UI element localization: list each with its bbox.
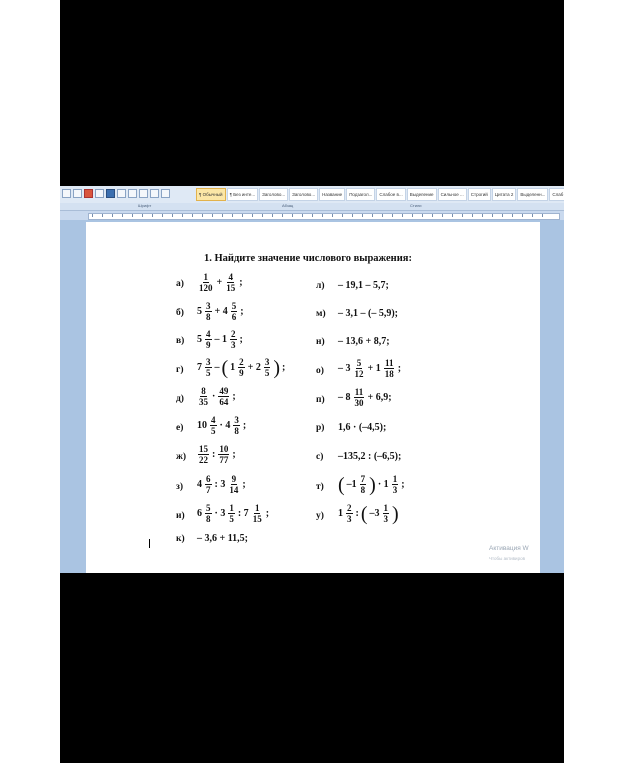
terminator: ;	[282, 362, 286, 373]
fraction	[233, 415, 240, 436]
expression-l: – 19,1 – 5,7;	[338, 280, 389, 291]
align-center-icon[interactable]	[106, 189, 115, 198]
expression-v	[197, 329, 243, 350]
item-label-r: р)	[316, 423, 325, 433]
fraction	[354, 358, 365, 379]
styles-gallery	[196, 188, 564, 201]
numerator: 3	[234, 415, 239, 425]
item-label-g: г)	[176, 365, 184, 375]
ruler-tick	[352, 214, 353, 217]
whole-part: 5	[197, 306, 202, 317]
ruler-tick	[442, 214, 443, 217]
ruler-tick	[312, 214, 313, 217]
operator: : 7	[237, 508, 249, 519]
expression-p	[338, 387, 392, 408]
whole-part: 6	[197, 508, 202, 519]
item-label-t: т)	[316, 482, 324, 492]
expression-s: –135,2 : (–6,5);	[338, 451, 402, 462]
shading-icon[interactable]	[150, 189, 159, 198]
fraction	[383, 503, 390, 524]
whole-part: –3	[369, 508, 380, 519]
ruler-tick	[342, 214, 343, 217]
fraction	[228, 503, 235, 524]
denominator: 7	[206, 485, 211, 495]
group-font-label: Шрифт	[138, 203, 152, 208]
terminator: ;	[265, 508, 270, 519]
expression-z	[197, 474, 246, 495]
item-label-p: п)	[316, 395, 325, 405]
item-label-zh: ж)	[176, 452, 187, 462]
style-normal[interactable]: ¶ Обычный	[196, 188, 226, 201]
whole-part: – 3	[338, 363, 351, 374]
numerator: 2	[347, 503, 352, 513]
ruler-tick	[202, 214, 203, 217]
ruler-tick	[242, 214, 243, 217]
whole-part: 1	[230, 362, 236, 373]
ruler-tick	[422, 214, 423, 217]
numerator: 5	[356, 358, 362, 368]
align-right-icon[interactable]	[117, 189, 126, 198]
numerator: 1	[392, 474, 398, 484]
terminator: ;	[239, 334, 243, 345]
expression-r: 1,6 · (–4,5);	[338, 422, 387, 433]
operator: + 4	[214, 306, 228, 317]
fraction	[205, 503, 212, 524]
whole-part: – 8	[338, 392, 351, 403]
ruler-tick	[482, 214, 483, 217]
style-subtle-reference[interactable]: Слаб	[549, 188, 564, 201]
ruler-tick	[222, 214, 223, 217]
item-label-d: д)	[176, 394, 184, 404]
denominator: 8	[234, 426, 239, 436]
open-paren: (	[221, 356, 229, 379]
terminator: ;	[232, 391, 236, 402]
denominator: 3	[347, 514, 352, 524]
ruler-tick	[432, 214, 433, 217]
terminator: ;	[232, 449, 236, 460]
denominator: 30	[354, 398, 364, 408]
ruler-tick	[192, 214, 193, 217]
numerator: 3	[206, 301, 211, 311]
operator: · 1	[377, 479, 389, 490]
expression-n: – 13,6 + 8,7;	[338, 336, 390, 347]
ruler-tick	[142, 214, 143, 217]
ruler-tick	[502, 214, 503, 217]
operator: + 1	[367, 363, 381, 374]
operator: · 4	[219, 420, 231, 431]
denominator: 120	[199, 283, 213, 293]
ruler-tick	[532, 214, 533, 217]
denominator: 15	[226, 283, 236, 293]
bullet-list-icon[interactable]	[62, 189, 71, 198]
windows-activation-subtext: Чтобы активиров	[489, 556, 525, 561]
operator: + 2	[247, 362, 261, 373]
ruler-tick	[162, 214, 163, 217]
ruler-tick	[512, 214, 513, 217]
style-subtitle[interactable]: Подзагол...	[346, 188, 375, 201]
ruler-tick	[462, 214, 463, 217]
fraction	[205, 474, 212, 495]
numerator: 1	[383, 503, 389, 513]
denominator: 15	[252, 514, 262, 524]
ruler-tick	[542, 214, 543, 217]
denominator: 3	[231, 340, 236, 350]
expression-i	[197, 503, 269, 524]
ribbon-toolbar	[60, 186, 564, 204]
fraction	[218, 386, 229, 407]
style-no-spacing[interactable]: ¶ Без инте...	[227, 188, 259, 201]
fraction	[198, 444, 209, 465]
denominator: 18	[384, 369, 394, 379]
font-color-icon[interactable]	[84, 189, 93, 198]
ribbon-group-labels	[60, 203, 564, 211]
ruler-tick	[392, 214, 393, 217]
expression-b	[197, 301, 244, 322]
ruler-tick	[282, 214, 283, 217]
numerator: 5	[206, 503, 211, 513]
text-cursor	[149, 539, 150, 548]
style-title[interactable]: Название	[319, 188, 345, 201]
ruler-tick	[212, 214, 213, 217]
numerator: 4	[206, 329, 211, 339]
denominator: 5	[211, 426, 216, 436]
windows-activation-watermark: Активация W	[489, 545, 529, 552]
numerator: 7	[360, 474, 366, 484]
denominator: 8	[360, 485, 366, 495]
expression-o	[338, 358, 401, 379]
operator: :	[212, 449, 216, 460]
align-left-icon[interactable]	[95, 189, 104, 198]
terminator: ;	[239, 277, 243, 288]
fraction	[228, 474, 239, 495]
numerator: 4	[211, 415, 216, 425]
ruler-tick	[102, 214, 103, 217]
ruler-tick	[492, 214, 493, 217]
ruler-tick	[132, 214, 133, 217]
numerator: 4	[228, 272, 233, 282]
terminator: ;	[242, 420, 247, 431]
item-label-i: и)	[176, 511, 185, 521]
close-paren: )	[369, 473, 376, 496]
style-subtle-emphasis[interactable]: Слабое в...	[376, 188, 405, 201]
operator: · 3	[214, 508, 226, 519]
numerator: 11	[384, 358, 394, 368]
expression-e	[197, 415, 246, 436]
denominator: 12	[354, 369, 364, 379]
numerator: 15	[199, 444, 208, 454]
item-label-b: б)	[176, 308, 184, 318]
close-paren: )	[392, 502, 399, 525]
horizontal-ruler[interactable]	[60, 211, 564, 220]
fraction	[384, 358, 395, 379]
fraction	[360, 474, 367, 495]
fraction	[205, 329, 212, 350]
expression-a	[197, 272, 243, 293]
denominator: 64	[219, 397, 229, 407]
item-label-m: м)	[316, 309, 326, 319]
numerator: 11	[354, 387, 364, 397]
ruler-tick	[322, 214, 323, 217]
whole-part: 10	[197, 420, 207, 431]
numerator: 1	[203, 272, 208, 282]
exercise-title: 1. Найдите значение числового выражения:	[204, 253, 412, 264]
fraction	[238, 357, 245, 378]
open-paren: (	[338, 473, 345, 496]
format-tools	[62, 189, 170, 198]
numerator: 9	[231, 474, 237, 484]
fraction	[354, 387, 365, 408]
item-label-k: к)	[176, 534, 185, 544]
expression-k: – 3,6 + 11,5;	[197, 533, 248, 544]
whole-part: –1	[346, 479, 357, 490]
denominator: 8	[206, 514, 211, 524]
denominator: 35	[199, 397, 208, 407]
ruler-tick	[272, 214, 273, 217]
ruler-tick	[332, 214, 333, 217]
ruler-tick	[122, 214, 123, 217]
item-label-s: с)	[316, 452, 324, 462]
item-label-u: у)	[316, 511, 324, 521]
ruler-tick	[252, 214, 253, 217]
operator: :	[355, 508, 359, 519]
fraction	[205, 357, 212, 378]
terminator: ;	[242, 479, 246, 490]
denominator: 14	[229, 485, 239, 495]
item-label-o: о)	[316, 366, 324, 376]
item-label-v: в)	[176, 336, 185, 346]
denominator: 5	[229, 514, 234, 524]
open-paren: (	[360, 502, 368, 525]
document-page[interactable]	[86, 222, 540, 573]
operator: + 6,9;	[367, 392, 392, 403]
style-intense-emphasis[interactable]: Сильное ...	[438, 188, 467, 201]
denominator: 8	[206, 312, 211, 322]
denominator: 9	[206, 340, 211, 350]
ruler-tick	[472, 214, 473, 217]
ruler-tick	[292, 214, 293, 217]
group-paragraph-label: Абзац	[282, 203, 294, 208]
numerator: 3	[206, 357, 211, 367]
style-intense-quote[interactable]: Выделенн...	[517, 188, 548, 201]
ruler-tick	[372, 214, 373, 217]
operator: – 1	[214, 334, 227, 345]
terminator: ;	[401, 479, 405, 490]
fraction	[230, 329, 237, 350]
expression-m: – 3,1 – (– 5,9);	[338, 308, 398, 319]
denominator: 77	[219, 455, 229, 465]
fraction	[225, 272, 236, 293]
operator: +	[216, 277, 223, 288]
ruler-tick	[402, 214, 403, 217]
fraction	[198, 386, 209, 407]
style-emphasis[interactable]: Выделение	[407, 188, 437, 201]
style-heading-2[interactable]: Заголово...	[289, 188, 318, 201]
style-heading-1[interactable]: Заголово...	[259, 188, 288, 201]
ruler-tick	[232, 214, 233, 217]
operator: : 3	[214, 479, 226, 490]
expression-t	[338, 474, 405, 495]
whole-part: 7	[197, 362, 202, 373]
numerator: 10	[219, 444, 229, 454]
numerator: 6	[206, 474, 211, 484]
denominator: 9	[239, 368, 244, 378]
borders-icon[interactable]	[161, 189, 170, 198]
denominator: 6	[231, 312, 237, 322]
numerator: 8	[201, 386, 206, 396]
ruler-track	[88, 213, 560, 220]
numbered-list-icon[interactable]	[73, 189, 82, 198]
style-quote-2[interactable]: Цитата 2	[492, 188, 517, 201]
fraction	[218, 444, 229, 465]
ruler-tick	[152, 214, 153, 217]
ruler-tick	[172, 214, 173, 217]
numerator: 49	[219, 386, 229, 396]
line-spacing-icon[interactable]	[139, 189, 148, 198]
numerator: 3	[264, 357, 270, 367]
ruler-tick	[182, 214, 183, 217]
group-styles-label: Стили	[410, 203, 422, 208]
whole-part: 5	[197, 334, 202, 345]
expression-g	[197, 357, 285, 378]
denominator: 22	[199, 455, 208, 465]
fraction	[205, 301, 212, 322]
item-label-z: з)	[176, 482, 183, 492]
ruler-tick	[452, 214, 453, 217]
numerator: 1	[254, 503, 260, 513]
ruler-tick	[92, 214, 93, 217]
denominator: 5	[206, 368, 211, 378]
item-label-e: е)	[176, 423, 184, 433]
terminator: ;	[240, 306, 244, 317]
ruler-tick	[112, 214, 113, 217]
operator: –	[214, 362, 220, 373]
fraction	[210, 415, 217, 436]
expression-zh	[197, 444, 236, 465]
ruler-tick	[382, 214, 383, 217]
fraction	[264, 357, 271, 378]
ruler-tick	[362, 214, 363, 217]
operator: ·	[212, 391, 216, 402]
denominator: 3	[392, 485, 398, 495]
item-label-n: н)	[316, 337, 325, 347]
ruler-tick	[522, 214, 523, 217]
item-label-a: а)	[176, 279, 184, 289]
whole-part: 1	[338, 508, 343, 519]
expression-u	[338, 503, 399, 524]
numerator: 1	[229, 503, 234, 513]
terminator: ;	[397, 363, 402, 374]
numerator: 5	[231, 301, 237, 311]
fraction	[252, 503, 263, 524]
item-label-l: л)	[316, 281, 325, 291]
whole-part: 4	[197, 479, 202, 490]
fraction	[346, 503, 353, 524]
ruler-tick	[302, 214, 303, 217]
ruler-tick	[262, 214, 263, 217]
ruler-tick	[412, 214, 413, 217]
numerator: 2	[239, 357, 244, 367]
fraction	[231, 301, 238, 322]
fraction	[198, 272, 214, 293]
close-paren: )	[273, 356, 281, 379]
style-strong[interactable]: Строгий	[468, 188, 491, 201]
expression-d	[197, 386, 236, 407]
numerator: 2	[231, 329, 236, 339]
justify-icon[interactable]	[128, 189, 137, 198]
denominator: 3	[383, 514, 389, 524]
denominator: 5	[264, 368, 270, 378]
fraction	[392, 474, 399, 495]
